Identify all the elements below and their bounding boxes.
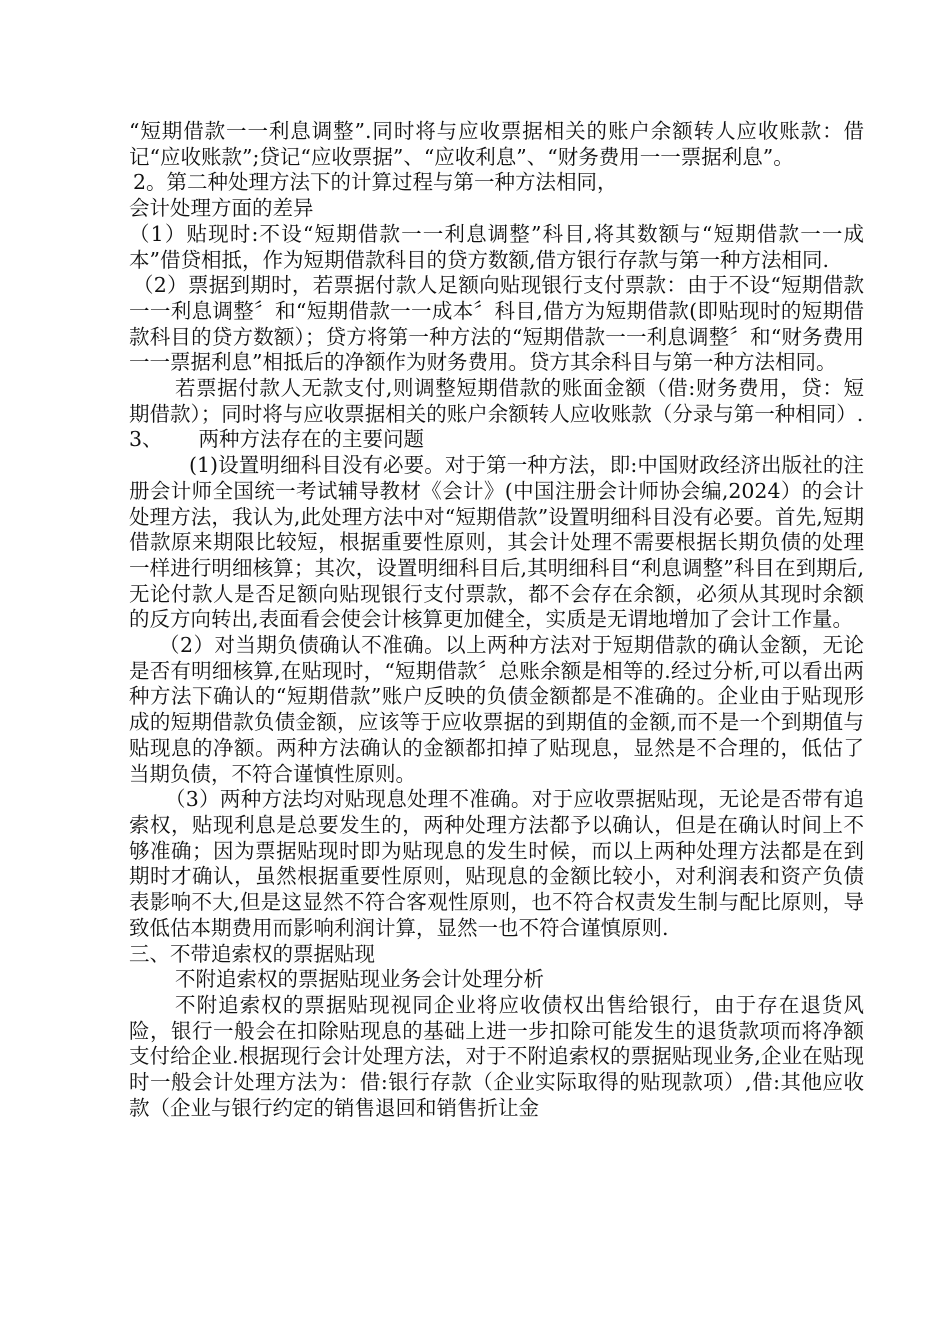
paragraph-difference-heading: 会计处理方面的差异 — [129, 196, 314, 221]
paragraph-discount-time: （1）贴现时:不设“短期借款一一利息调整”科目,将其数额与“短期借款一一成本”借贷相抵，作为短期借款科目的贷方数额,借方银行存款与第一种方法相同. — [129, 221, 864, 272]
paragraph-no-payment: 若票据付款人无款支付,则调整短期借款的账面金额（借:财务费用，贷：短期借款）；同时将与应收票据相关的账户余额转人应收账款（分录与第一种相同）. — [129, 376, 864, 426]
paragraph-maturity: （2）票据到期时，若票据付款人足额向贴现银行支付票款：由于不设“短期借款一一利息调整〞和“短期借款一一成本〞科目,借方为短期借款(即贴现时的短期借款科目的贷方数额）；贷方将第一种方法的“短期借款一一利息调整〞和“财务费用一一票据利息”相抵后的净额作为财务费用。贷方其余科目与第一种方法相同。 — [129, 273, 864, 375]
section-3-heading — [129, 427, 864, 453]
section-3-number: 3、 — [129, 427, 163, 452]
document-page — [129, 119, 864, 1121]
subheading-no-recourse: 不附追索权的票据贴现业务会计处理分析 — [175, 967, 544, 992]
section-3-title: 两种方法存在的主要问题 — [198, 427, 425, 452]
paragraph-method-two: 2。第二种处理方法下的计算过程与第一种方法相同， — [133, 170, 618, 195]
paragraph-problem-1: (1)设置明细科目没有必要。对于第一种方法，即:中国财政经济出版社的注册会计师全国统一考试辅导教材《会计》(中国注册会计师协会编,2024）的会计处理方法，我认为,此处理方法中对“短期借款”设置明细科目没有必要。首先,短期借款原来期限比较短，根据重要性原则，其会计处理不需要根据长期负债的处理一样进行明细核算；其次，设置明细科目后,其明细科目“利息调整”科目在到期后,无论付款人是否足额向贴现银行支付票款，都不会存在余额，必须从其现时余额的反方向转出,表面看会使会计核算更加健全，实质是无谓地增加了会计工作量。 — [129, 453, 864, 632]
paragraph-problem-3: （3）两种方法均对贴现息处理不准确。对于应收票据贴现，无论是否带有追索权，贴现利息是总要发生的，两种处理方法都予以确认，但是在确认时间上不够准确；因为票据贴现时即为贴现息的发生时候，而以上两种处理方法都是在到期时才确认，虽然根据重要性原则，贴现息的金额比较小，对利润表和资产负债表影响不大,但是这显然不符合客观性原则，也不符合权责发生制与配比原则，导致低估本期费用而影响利润计算，显然一也不符合谨慎原则. — [129, 787, 864, 940]
section-three-heading: 三、不带追索权的票据贴现 — [129, 941, 375, 966]
paragraph-no-recourse: 不附追索权的票据贴现视同企业将应收债权出售给银行，由于存在退货风险，银行一般会在扣除贴现息的基础上进一步扣除可能发生的退货款项而将净额支付给企业.根据现行会计处理方法，对于不附追索权的票据贴现业务,企业在贴现时一般会计处理方法为：借:银行存款（企业实际取得的贴现款项）,借:其他应收款（企业与银行约定的销售退回和销售折让金 — [129, 992, 864, 1120]
paragraph-continuation: “短期借款一一利息调整”.同时将与应收票据相关的账户余额转人应收账款：借记“应收账款”;贷记“应收票据”、“应收利息”、“财务费用一一票据利息”。 — [129, 119, 864, 169]
paragraph-problem-2: （2）对当期负债确认不准确。以上两种方法对于短期借款的确认金额，无论是否有明细核算,在贴现时，“短期借款〞总账余额是相等的.经过分析,可以看出两种方法下确认的“短期借款”账户反映的负债金额都是不准确的。企业由于贴现形成的短期借款负债金额，应该等于应收票据的到期值的金额,而不是一个到期值与贴现息的净额。两种方法确认的金额都扣掉了贴现息，显然是不合理的，低估了当期负债，不符合谨慎性原则。 — [129, 633, 864, 786]
